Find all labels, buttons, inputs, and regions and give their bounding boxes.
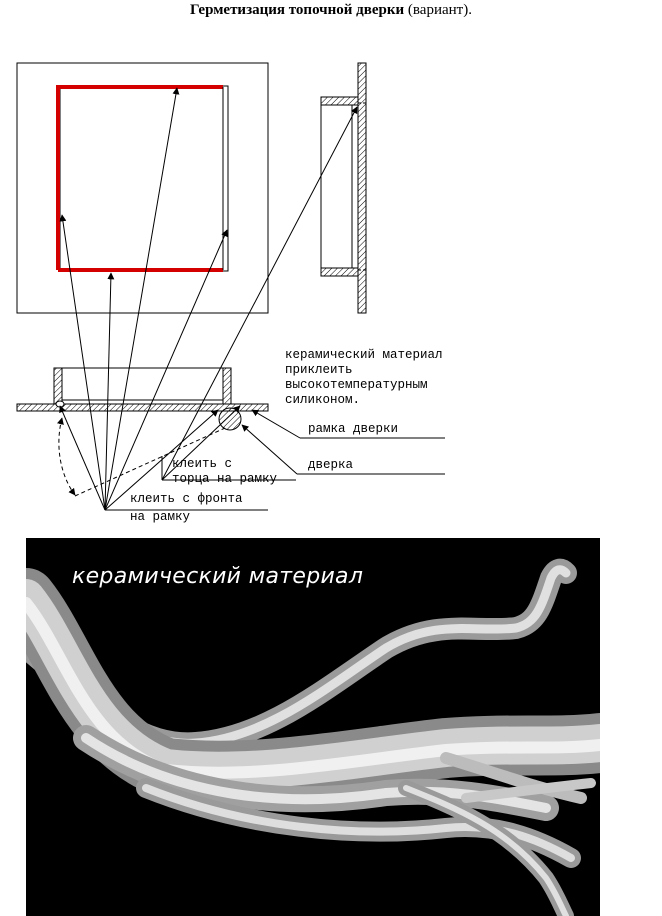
arrow-dashed-arc <box>59 418 75 495</box>
section-seal-right <box>219 408 241 430</box>
arrow-to-seal-bottom <box>105 273 111 510</box>
side-view-door-top-flange <box>321 97 358 105</box>
label-material-line1: керамический материал <box>285 348 443 362</box>
ceramic-rope-photo <box>26 538 600 916</box>
title-bold: Герметизация топочной дверки <box>190 2 405 18</box>
arrow-to-seal-left <box>62 215 105 510</box>
leader-frame <box>252 410 300 438</box>
label-material-line2: приклеить <box>285 363 353 377</box>
front-view-door-outline <box>60 86 228 271</box>
label-material-line3: высокотемпературным <box>285 378 428 392</box>
label-door: дверка <box>308 458 354 472</box>
photo-caption: керамический материал <box>72 564 364 589</box>
label-material-line4: силиконом. <box>285 393 361 407</box>
leader-door <box>242 425 297 474</box>
section-view <box>17 368 268 430</box>
arrow-to-seal-top <box>105 88 177 510</box>
side-view-door-bottom-flange <box>321 268 358 276</box>
label-glue-end-line2: торца на рамку <box>172 472 278 486</box>
arrow-to-section-left <box>60 406 105 510</box>
side-view-frame-plate <box>358 63 366 313</box>
label-glue-end-line1: клеить с <box>172 457 233 471</box>
section-door-left-wall <box>54 368 62 404</box>
rope-illustration <box>26 538 600 916</box>
title-normal: (вариант). <box>404 2 472 18</box>
side-view <box>321 63 366 313</box>
label-glue-front-line1: клеить с фронта <box>130 492 243 506</box>
front-view-seal <box>58 87 223 270</box>
label-door-frame: рамка дверки <box>308 422 399 436</box>
glue-arrows <box>59 88 357 510</box>
front-view-outer-frame <box>17 63 268 313</box>
label-glue-front-line2: на рамку <box>130 510 191 524</box>
section-door-right-wall <box>223 368 231 404</box>
